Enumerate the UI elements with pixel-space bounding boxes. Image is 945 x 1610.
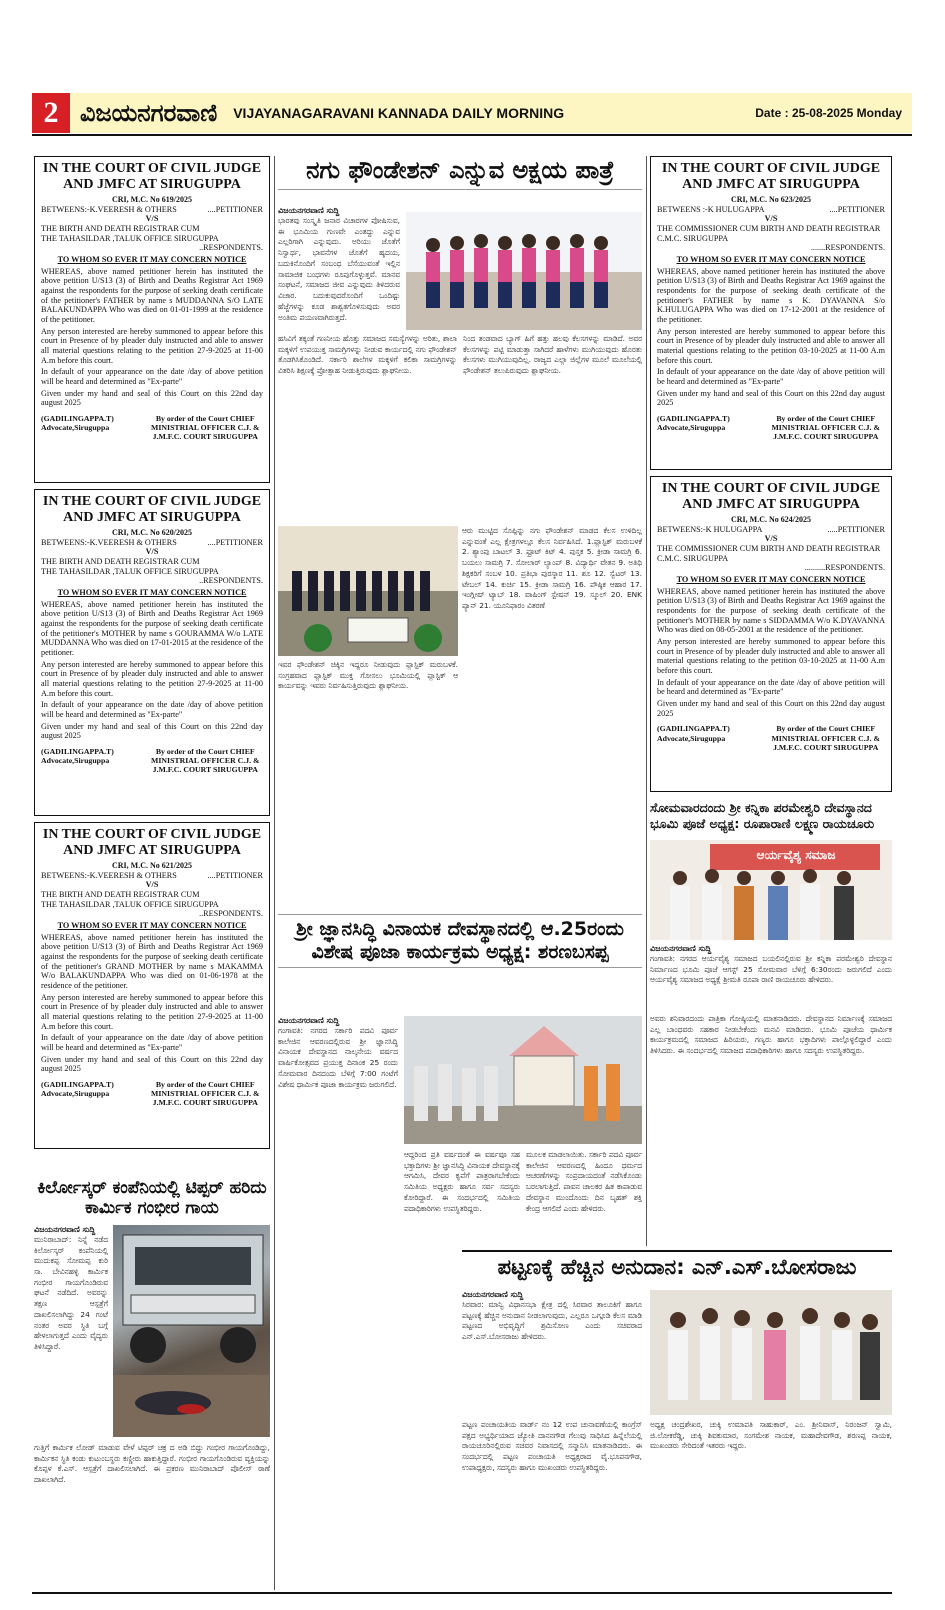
court-title: IN THE COURT OF CIVIL JUDGE AND JMFC AT SIRUGUPPA xyxy=(42,494,262,526)
article-body: ಮೂಲಕ ಮಾಡಲಾಯಿತು. ಸರ್ಕಾರಿ ಪದವಿ ಪೂರ್ವ ಕಾಲೇಜಿನ ಆವರಣದಲ್ಲಿ ಹಿಂದೂ ಧರ್ಮದ ಆಚರಣೆಗಳನ್ನು ಸಂಪ್ರದಾಯದಂತೆ ನಡೆಸಿಕೊಂಡು ಬರಲಾಗುತ್ತಿದೆ. ಪಾವನ ಚಾಲಕರ ಹಿತ ಕಾಪಾಡುವ ದೇವಸ್ಥಾನ ಮುಂದೊಂದು ದಿನ ಬೃಹತ್ ಶಕ್ತಿ ಕೇಂದ್ರ ಆಗಲಿದೆ ಎಂದು ಹೇಳಿದರು. xyxy=(526,1150,642,1213)
respondent-line: THE COMMISSIONER CUM BIRTH AND DEATH REGISTRAR C.M.C. SIRUGUPPA xyxy=(657,223,881,243)
advocate-signature: (GADILINGAPPA.T) Advocate,Siruguppa xyxy=(657,724,730,743)
temple-photo xyxy=(404,1016,642,1144)
children-group-graphic xyxy=(406,212,642,330)
court-notice xyxy=(34,156,270,483)
grant-photo xyxy=(650,1290,892,1415)
children-photo xyxy=(406,212,642,330)
bhoomi-article xyxy=(650,800,892,833)
article-body: ಇವರ ಫೌಂಡೇಶನ್ ಚಿಕ್ಕಿನ ಇದ್ದರೂ ನೀಡುವುದು ಪ್ಲಾಸ್ಟಿಕ್ ಮರುಬಳಕೆ. ಸಂಗ್ರಹವಾದ ಪ್ಲಾಸ್ಟಿಕ್ ಮುಕ್ತ ಗೋಸಲು ಭೂಮಿಯಲ್ಲಿ ಪ್ಲಾಸ್ಟಿಕ್ ಆ ಕಾರ್ಯವನ್ನು ಇವರು ನಿರ್ವಹಿಸುತ್ತಿರುವುದು ಶ್ಲಾಘನೀಯ. xyxy=(278,660,458,691)
article-byline: ವಿಜಯನಗರವಾಣಿ ಸುದ್ದಿ xyxy=(278,206,340,215)
temple-col2 xyxy=(404,1150,642,1245)
article-body: ನಿಂದ ತಂಡವಾದ ಬ್ಯಾಗ್ ಹಿಗೆ ಹತ್ತು ಹಲವು ಕೆಲಸಗಳನ್ನು ಮಾಡಿದೆ. ಅವರ ಕೆಲಸಗಳನ್ನು ಪಟ್ಟಿ ಮಾಡುತ್ತಾ ಸಾಗಿದರೆ ಹಾಳೆಗಳು ಮುಗಿಯುವುದು ಹೊರತು ಕೆಲಸಗಳು ಮುಗಿಯುವುದಿಲ್ಲ. ರಾಜ್ಯದ ಎಲ್ಲಾ ಜಿಲ್ಲೆಗಳ ಮೂಲೆ ಮೂಲೆಯಲ್ಲಿ ಫೌಂಡೇಶನ್ ತಲುಪಿರುವುದು ಶ್ಲಾಘನೀಯ. xyxy=(463,334,642,376)
court-notice xyxy=(650,156,892,470)
officer-signature: By order of the Court CHIEF MINISTRIAL OFFICER C.J. & J.M.F.C. COURT SIRUGUPPA xyxy=(151,747,260,775)
left-column xyxy=(34,156,270,1149)
article-headline: ಪಟ್ಟಣಕ್ಕೆ ಹೆಚ್ಚಿನ ಅನುದಾನ: ಎನ್.ಎಸ್.ಬೋಸರಾಜು xyxy=(462,1250,892,1280)
grant-article xyxy=(462,1250,892,1280)
court-notice xyxy=(650,476,892,792)
petitioner: BETWEENS:-K.VEERESH & OTHERS xyxy=(41,870,177,880)
notice-heading: TO WHOM SO EVER IT MAY CONCERN NOTICE xyxy=(57,920,247,930)
newspaper-title-kannada: ವಿಜಯನಗರವಾಣಿ xyxy=(80,99,218,127)
notice-heading: TO WHOM SO EVER IT MAY CONCERN NOTICE xyxy=(57,254,247,264)
banner-text: ಆರ್ಯವೈಶ್ಯ ಸಮಾಜ xyxy=(756,848,836,862)
court-title: IN THE COURT OF CIVIL JUDGE AND JMFC AT SIRUGUPPA xyxy=(42,827,262,859)
article-body: ಪಟ್ಟಣ ಪಂಚಾಯತಿಯ ವಾರ್ಡ್ ನಂ 12 ಉಪ ಚುನಾವಣೆಯಲ್ಲಿ ಕಾಂಗ್ರೆಸ್ ಪಕ್ಷದ ಅಭ್ಯರ್ಥಿಯಾದ ಜ್ಯೋತಿ ದಾನನಗೌಡ ಗೆಲುವು ಸಾಧಿಸಿದ ಹಿನ್ನೆಲೆಯಲ್ಲಿ ರಾಯಚೂರಿನಲ್ಲಿರುವ ಸಚಿವರ ನಿವಾಸದಲ್ಲಿ ಸನ್ಮಾನಿಸಿ ಮಾತನಾಡಿದರು. ಈ ಸಂದರ್ಭದಲ್ಲಿ ಪಟ್ಟಣ ಪಂಚಾಯತಿ ಅಧ್ಯಕ್ಷರಾದ ವೈ.ಭೂಪನಗೌಡ, ಉಪಾಧ್ಯಕ್ಷರು, ಸದಸ್ಯರು ಹಾಗೂ ಮುಖಂಡರು ಉಪಸ್ಥಿತರಿದ್ದರು. xyxy=(462,1420,642,1472)
issue-date: Date : 25-08-2025 Monday xyxy=(755,106,902,120)
petitioner: BETWEENS:-K.VEERESH & OTHERS xyxy=(41,537,177,547)
notice-body: WHEREAS, above named petitioner herein has instituted the above petition U/S13 (3) of Birth and Deaths Registrar Act 1969 against the respondents for the purpose of seeking death certificate of the petitioner's FATHER by name s MUDDANNA S/O LATE BALAKUNDAPPA Who was died on 01-01-1999 at the residence of the petitioner. xyxy=(41,266,263,325)
advocate-signature: (GADILINGAPPA.T) Advocate,Siruguppa xyxy=(41,414,114,433)
article-body: ಗುತ್ತಿಗೆ ಕಾರ್ಮಿಕ ಲೋಡ್ ಮಾಡುವ ವೇಳೆ ಟಿಪ್ಪರ್ ಚಕ್ರ ದ ಅಡಿ ಬಿದ್ದು ಗಂಭೀರ ಗಾಯಗೊಂಡಿದ್ದು, ಕಾರ್ಮಿಕನ ಸ್ಥಿತಿ ಕಂಡು ಕುಟುಂಬಸ್ಥರು ಕಣ್ಣೀರು ಹಾಕುತ್ತಿದ್ದಾರೆ. ಗಂಭೀರ ಗಾಯಗೊಂಡಿರುವ ವ್ಯಕ್ತಿಯನ್ನು ಕೊಪ್ಪಳ ಕೆ.ಎಸ್. ಆಸ್ಪತ್ರೆಗೆ ದಾಖಲಿಸಲಾಗಿದೆ. ಈ ಪ್ರಕರಣ ಮುನಿರಾಬಾದ್ ಪೊಲೀಸ್ ಠಾಣೆ ದಾಖಲಾಗಿದೆ. xyxy=(34,1442,270,1484)
article-headline: ಕಿರ್ಲೋಸ್ಕರ್ ಕಂಪೆನಿಯಲ್ಲಿ ಟಿಪ್ಪರ್ ಹರಿದು ಕಾರ್ಮಿಕ ಗಂಭೀರ ಗಾಯ xyxy=(37,1178,267,1219)
article-byline: ವಿಜಯನಗರವಾಣಿ ಸುದ್ದಿ xyxy=(278,1016,340,1025)
article-body: ಗಂಗಾವತಿ: ನಗರದ ಸರ್ಕಾರಿ ಪದವಿ ಪೂರ್ವ ಕಾಲೇಜಿನ ಆವರಣದಲ್ಲಿರುವ ಶ್ರೀ ಜ್ಞಾನಸಿದ್ಧಿ ವಿನಾಯಕ ದೇವಸ್ಥಾನದ ನಾಲ್ಕನೇಯ ವರ್ಷದ ವಾರ್ಷಿಕೋತ್ಸವದ ಪ್ರಯುಕ್ತ ದಿನಾಂಕ 25 ರಂದು ಸೋಮವಾರ ದಿನದಂದು ಬೆಳಿಗ್ಗೆ 7:00 ಗಂಟೆಗೆ ವಿಶೇಷ ಧಾರ್ಮಿಕ ಪೂಜಾ ಕಾರ್ಯಕ್ರಮ ಜರುಗಲಿದೆ. xyxy=(278,1026,398,1089)
grant-caption-col xyxy=(650,1420,892,1570)
notice-body: Any person interested are hereby summoned to appear before this court in Presence of by pleader duly instructed and able to answer all material questions relating to the petition 27-9-2025 at 11-00 A.m before this court. xyxy=(41,659,263,698)
notice-body: WHEREAS, above named petitioner herein has instituted the above petition U/S13 (3) of Birth and Deaths Registrar Act 1969 against the respondents for the purpose of seeking death certificate of the petitioner's MOTHER by name s GOURAMMA W/o LATE MUDDANNA Who was died on 17-01-2015 at the residence of the petitioner. xyxy=(41,599,263,658)
respondent-role: ..........RESPONDENTS. xyxy=(804,563,885,573)
article-headline: ಶ್ರೀ ಜ್ಞಾನಸಿದ್ಧಿ ವಿನಾಯಕ ದೇವಸ್ಥಾನದಲ್ಲಿ ಆ.25ರಂದು ವಿಶೇಷ ಪೂಜಾ ಕಾರ್ಯಕ್ರಮ ಅಧ್ಯಕ್ಷ: ಶರಣಬಸಪ್ಪ xyxy=(278,914,642,968)
article-body: ಹಸಿವಿಗೆ ತಕ್ಕಂತೆ ಗಣನೀಯ ಹೊತ್ತು ಸಮಾಜದ ಸಮಸ್ಯೆಗಳನ್ನು ಅರಿತು, ಶಾಲಾ ಮಕ್ಕಳಿಗೆ ಉಪಯುಕ್ತ ಸಾಮಗ್ರಿಗಳನ್ನು ನೀಡುವ ಕಾರ್ಯದಲ್ಲಿ ನಗು ಫೌಂಡೇಶನ್ ತೊಡಗಿಸಿಕೊಂಡಿದೆ. ಸರ್ಕಾರಿ ಶಾಲೆಗಳ ಮಕ್ಕಳಿಗೆ ಕಲಿಕಾ ಸಾಮಗ್ರಿಗಳನ್ನು ವಿತರಿಸಿ ಶಿಕ್ಷಣಕ್ಕೆ ಪ್ರೋತ್ಸಾಹ ನೀಡುತ್ತಿರುವುದು ಶ್ಲಾಘನೀಯ. xyxy=(278,334,457,376)
notice-body: Any person interested are hereby summoned to appear before this court in Presence of by pleader duly instructed and able to answer all material questions relating to the petition 27-9-2025 at 11-00 A.m before this court. xyxy=(41,992,263,1031)
case-number: CRI, M.C. No 621/2025 xyxy=(112,861,192,871)
notice-body: Any person interested are hereby summoned to appear before this court in Presence of by pleader duly instructed and able to answer all material questions relating to the petition 27-9-2025 at 11-00 A.m before this court. xyxy=(41,326,263,365)
main-article-col4 xyxy=(462,526,642,810)
court-title: IN THE COURT OF CIVIL JUDGE AND JMFC AT SIRUGUPPA xyxy=(661,481,881,513)
masthead-body xyxy=(70,93,912,133)
versus: V/S xyxy=(145,214,159,224)
case-number: CRI, M.C. No 623/2025 xyxy=(731,195,811,205)
notice-body: Given under my hand and seal of this Court on this 22nd day august 2025 xyxy=(41,388,263,408)
notice-heading: TO WHOM SO EVER IT MAY CONCERN NOTICE xyxy=(676,574,866,584)
article-byline: ವಿಜಯನಗರವಾಣಿ ಸುದ್ದಿ xyxy=(462,1290,524,1299)
article-body: ಆದ್ದರಿಂದ ಪ್ರತಿ ವರ್ಷದಂತೆ ಈ ವರ್ಷವೂ ಸಹ ಭಕ್ತಾದಿಗಳು ಶ್ರೀ ಜ್ಞಾನಸಿದ್ಧಿ ವಿನಾಯಕ ದೇವಸ್ಥಾನಕ್ಕೆ ಆಗಮಿಸಿ, ದೇವರ ಕೃಪೆಗೆ ಪಾತ್ರರಾಗಬೇಕೆಂದು ಸಮಿತಿಯ ಅಧ್ಯಕ್ಷರು ಹಾಗೂ ಸರ್ವ ಸದಸ್ಯರು ಕೋರಿದ್ದಾರೆ. ಈ ಸಂದರ್ಭದಲ್ಲಿ ಸಮಿತಿಯ ಪದಾಧಿಕಾರಿಗಳು ಉಪಸ್ಥಿತರಿದ್ದರು. xyxy=(404,1150,520,1213)
versus: V/S xyxy=(764,214,778,224)
accident-photo xyxy=(113,1225,270,1437)
grant-col1 xyxy=(462,1290,642,1580)
advocate-signature: (GADILINGAPPA.T) Advocate,Siruguppa xyxy=(41,747,114,766)
court-title: IN THE COURT OF CIVIL JUDGE AND JMFC AT SIRUGUPPA xyxy=(42,161,262,193)
masthead xyxy=(32,92,912,136)
advocate-signature: (GADILINGAPPA.T) Advocate,Siruguppa xyxy=(41,1080,114,1099)
petitioner: BETWEENS:-K.VEERESH & OTHERS xyxy=(41,204,177,214)
right-column xyxy=(650,156,892,792)
article-body: ಭಾರತವು ಸಂಸ್ಕೃತಿ ಜನಾರ ವಿಚಾರಗಳ ಪೋಷಿಸುವ, ಈ ಭೂಮಿಯ ಗುಣವೇ ಎಂತದ್ದು ಎನ್ನುವ ಎಲ್ಲರಿಗಾಗಿ ಎನ್ನುವುದು. ಅರಿಯು ಜೊತೆಗೆ ನಿಸ್ವಾರ್ಥ, ಭಾವನೆಗಳ ಜೊತೆಗೆ ಹೃದಯ, ಬದುಕಿನೊಂದಿಗೆ ಸಂಬಂಧ ಬೆಸೆಯುವಂತೆ ಇಲ್ಲಿನ ಸಾಮಾಜಿಕ ಬಂಧಗಳು ರೂಪುಗೊಳ್ಳುತ್ತವೆ. ಮಾನವ ಸಂಘಟನೆ, ಸಮಾಜದ ಜೀವ ಎನ್ನುವುದು ತಿಳಿದರುವ ವಿಚಾರ. ಬದುಕುವುದರೊಂದಿಗೆ ಒಂದಿಷ್ಟು ಹೆಜ್ಜೆಗಳನ್ನು ಕೂಡ ಶಾಶ್ವತಗೊಳಿಸುವುದು ಅವರ ಅಂತಿಮ ಪಯಣವಾಗಿರುತ್ತದೆ. xyxy=(278,216,400,322)
article-body: ಆರು ಮುಟ್ಟಿದ ಸೊಪ್ಪಿನ್ನು ನಗು ಫೌಂಡೇಶನ್ ಮಾಡದ ಕೆಲಸ ಉಳಿದಿಲ್ಲ ಎನ್ನುವಂತೆ ಎಲ್ಲ ಕ್ಷೇತ್ರಗಳಲ್ಲೂ ಕೆಲಸ ನಿರ್ವಹಿಸಿದೆ. 1.ಪ್ಲಾಸ್ಟಿಕ್ ಮರುಬಳಕೆ 2. ಶ್ಯಾಂಪು ಬಾಟಲ್ 3. ಫ್ರೂಟ್ ಕಿಟ್ 4. ಪುಸ್ತಕ 5. ಕ್ರೀಡಾ ಸಾಮಗ್ರಿ 6. ಬಯಲು ಸಾಮಗ್ರಿ 7. ಸೋಲಾರ್ ಲ್ಯಾಂಪ್ 8. ವಿದ್ಯಾರ್ಥಿ ವೇತನ 9. ಅತಿಥಿ ಶಿಕ್ಷಕರಿಗೆ ಸಂಬಳ 10. ಪ್ರತಿಭಾ ಪುರಸ್ಕಾರ 11. ಶೂ 12. ಸ್ವೆಟರ್ 13. ಟೇಬಲ್ 14. ಕುರ್ಚಿ 15. ಕ್ರೀಡಾ ಸಾಮಗ್ರಿ 16. ಪೌಷ್ಠಿಕ ಆಹಾರ 17. ಇಂಗ್ಲೀಷ್ ಟ್ಯಾಬ್ 18. ವಾಷಿಂಗ್ ಸ್ಟೇಷನ್ 19. ಸ್ಕೂಲ್ 20. ENK ಪ್ಯಾನ್ 21. ಯೂನಿಫಾರಂ ವಿತರಣೆ xyxy=(462,526,642,611)
notice-body: WHEREAS, above named petitioner herein has instituted the above petition U/S13 (3) of Birth and Deaths Registrar Act 1969 against the respondents for the purpose of seeking death certificate of the petitioner's GRAND MOTHER by name s MAKAMMA W/o BALAKUNDAPPA Who was died on 01-06-1978 at the residence of the petitioner. xyxy=(41,932,263,991)
petitioner-role: ....PETITIONER xyxy=(207,537,263,547)
respondent-line: THE BIRTH AND DEATH REGISTRAR CUM xyxy=(41,223,200,233)
officer-signature: By order of the Court CHIEF MINISTRIAL OFFICER C.J. & J.M.F.C. COURT SIRUGUPPA xyxy=(151,414,260,442)
court-notice xyxy=(34,489,270,816)
students-group-graphic xyxy=(278,526,458,656)
notice-heading: TO WHOM SO EVER IT MAY CONCERN NOTICE xyxy=(57,587,247,597)
respondent-line: THE TAHASILDAR ,TALUK OFFICE SIRUGUPPA xyxy=(41,566,219,576)
notice-heading: TO WHOM SO EVER IT MAY CONCERN NOTICE xyxy=(676,254,866,264)
petitioner-role: ....PETITIONER xyxy=(829,204,885,214)
article-body: ಮುನಿರಾಬಾದ್: ನಿನ್ನೆ ನಡೆದ ಕಿರ್ಲೋಸ್ಕರ್ ಕಂಪೆನಿಯಲ್ಲಿ ಮುದುಕಪ್ಪ ಸೋಮಪ್ಪ ಕುರಿ ಸಾ. ಬೇವಿನಹಳ್ಳಿ ಕಾರ್ಮಿಕ ಗಂಭೀರ ಗಾಯಗೊಂಡಿರುವ ಘಟನೆ ನಡೆದಿದೆ. ಅವರನ್ನು ತಕ್ಷಣ ಆಸ್ಪತ್ರೆಗೆ ದಾಖಲಿಸಲಾಗಿದ್ದು 24 ಗಂಟೆ ನಂತರ ಅವರ ಸ್ಥಿತಿ ಬಗ್ಗೆ ಹೇಳಲಾಗುತ್ತದೆ ಎಂದು ವೈದ್ಯರು ತಿಳಿಸಿದ್ದಾರೆ. xyxy=(34,1234,108,1352)
officer-signature: By order of the Court CHIEF MINISTRIAL OFFICER C.J. & J.M.F.C. COURT SIRUGUPPA xyxy=(151,1080,260,1108)
article-body: ಸಿರವಾರ: ಮಾನ್ವಿ ವಿಧಾನಸಭಾ ಕ್ಷೇತ್ರ ದಲ್ಲಿ ಸಿರವಾರ ತಾಲೂಕಿಗೆ ಹಾಗೂ ಪಟ್ಟಣಕ್ಕೆ ಹೆಚ್ಚಿನ ಅನುದಾನ ನೀಡಲಾಗುವುದು, ಎಲ್ಲರೂ ಒಗ್ಗೂಡಿ ಕೆಲಸ ಮಾಡಿ ಪಟ್ಟಣದ ಅಭಿವೃದ್ಧಿಗೆ ಶ್ರಮಿಸೋಣ ಎಂದು ಸಚಿವರಾದ ಎನ್.ಎಸ್.ಬೋಸರಾಜು ಹೇಳಿದರು. xyxy=(462,1300,642,1342)
petitioner: BETWEENS :-K HULUGAPPA xyxy=(657,204,765,214)
article-body: ಗಂಗಾವತಿ: ನಗರದ ಆರ್ಯವೈಶ್ಯ ಸಮಾಜದ ಬಯಲಿನಲ್ಲಿರುವ ಶ್ರೀ ಕನ್ನಿಕಾ ಪರಮೇಶ್ವರಿ ದೇವಸ್ಥಾನ ನಿರ್ಮಾಣದ ಭೂಮಿ ಪೂಜೆ ಆಗಸ್ಟ್ 25 ಸೋಮವಾರ ಬೆಳಿಗ್ಗೆ 6:30ರಂದು ಜರುಗಲಿದೆ ಎಂದು ಆರ್ಯವೈಶ್ಯ ಸಮಾಜದ ಅಧ್ಯಕ್ಷೆ ಶ್ರೀಮತಿ ರೂಪಾ ರಾಣಿ ರಾಯಚೂರು ಹೇಳಿದರು. xyxy=(650,954,892,985)
accident-article xyxy=(34,1178,270,1590)
respondent-line: THE BIRTH AND DEATH REGISTRAR CUM xyxy=(41,556,200,566)
photo-caption: ಅಧ್ಯಕ್ಷ ಚಂದ್ರಶೇಖರ, ಚುಕ್ಕಿ ಉಮಾಪತಿ ಸಾಹುಕಾರ್, ಎಂ. ಶ್ರೀನಿವಾಸ್, ನಿರಂಜನ್ ಸ್ವಾಮಿ, ಜಿ.ಲೋಕರೆಡ್ಡಿ, ಚುಕ್ಕಿ ಶಿವಕುಮಾರ, ಸಂಗಮೇಶ ನಾಯಕ, ಮಹಾದೇವಗೌಡ, ಶರಣಪ್ಪ ನಾಯಕ, ಮುಖಂಡರು ಸೇರಿದಂತೆ ಇತರರು ಇದ್ದರು. xyxy=(650,1420,892,1451)
truck-graphic xyxy=(113,1225,269,1437)
case-number: CRI, M.C. No 619/2025 xyxy=(112,195,192,205)
notice-body: Given under my hand and seal of this Court on this 22nd day august 2025 xyxy=(41,721,263,741)
temple-group-graphic xyxy=(404,1016,642,1144)
main-article-cols xyxy=(278,334,642,522)
respondent-line: THE BIRTH AND DEATH REGISTRAR CUM xyxy=(41,889,200,899)
main-headline: ನಗು ಫೌಂಡೇಶನ್ ಎನ್ನುವ ಅಕ್ಷಯ ಪಾತ್ರೆ xyxy=(278,156,642,190)
bhoomi-text xyxy=(650,944,892,1184)
petitioner-role: ....PETITIONER xyxy=(207,204,263,214)
notice-body: In default of your appearance on the date /day of above petition will be heard and determined as "Ex-parte" xyxy=(41,367,263,387)
notice-body: Given under my hand and seal of this Court on this 22nd day august 2025 xyxy=(657,388,885,408)
notice-body: Any person interested are hereby summoned to appear before this court in Presence of by pleader duly instructed and able to answer all material questions relating to the petition 03-10-2025 at 11-00 A.m before this court. xyxy=(657,637,885,676)
bhoomi-photo xyxy=(650,840,892,940)
petitioner-role: ....PETITIONER xyxy=(207,870,263,880)
temple-article xyxy=(278,914,642,968)
court-title: IN THE COURT OF CIVIL JUDGE AND JMFC AT SIRUGUPPA xyxy=(661,161,881,193)
article-byline: ವಿಜಯನಗರವಾಣಿ ಸುದ್ದಿ xyxy=(34,1224,96,1234)
main-article-col3 xyxy=(278,660,458,908)
respondent-role: ..RESPONDENTS. xyxy=(199,243,263,253)
notice-body: Given under my hand and seal of this Court on this 22nd day august 2025 xyxy=(41,1054,263,1074)
column-rule xyxy=(274,156,275,1590)
officer-signature: By order of the Court CHIEF MINISTRIAL OFFICER C.J. & J.M.F.C. COURT SIRUGUPPA xyxy=(771,724,880,752)
notice-body: In default of your appearance on the date /day of above petition will be heard and determined as "Ex-parte" xyxy=(41,1033,263,1053)
notice-body: WHEREAS, above named petitioner herein has instituted the above petition U/S13 (3) of Birth and Deaths Registrar Act 1969 against the respondents for the purpose of seeking death certificate of the petitioner's FATHER by name s K. DYAVANNA S/o K.HULUGAPPA Who was died on 17-12-2001 at the residence of the petitioner. xyxy=(657,266,885,325)
students-photo xyxy=(278,526,458,656)
respondent-role: .......RESPONDENTS. xyxy=(810,243,885,253)
case-number: CRI, M.C. No 620/2025 xyxy=(112,528,192,538)
notice-body: In default of your appearance on the date /day of above petition will be heard and determined as "Ex-parte" xyxy=(657,677,885,697)
respondent-line: THE TAHASILDAR ,TALUK OFFICE SIRUGUPPA xyxy=(41,899,219,909)
versus: V/S xyxy=(145,880,159,890)
newspaper-title-english: VIJAYANAGARAVANI KANNADA DAILY MORNING xyxy=(233,105,565,121)
notice-body: In default of your appearance on the date /day of above petition will be heard and determined as "Ex-parte" xyxy=(41,700,263,720)
notice-body: Given under my hand and seal of this Court on this 22nd day august 2025 xyxy=(657,699,885,718)
notice-body: WHEREAS, above named petitioner herein has instituted the above petition U/S13 (3) of Birth and Deaths Registrar Act 1969 against the respondents for the purpose of seeking death certificate of the petitioner's MOTHER by name s SIDDAMMA W/o K.DYAVANNA Who was died on 08-05-2001 at the residence of the petitioner. xyxy=(657,586,885,635)
column-rule xyxy=(646,156,647,1246)
petitioner-role: .....PETITIONER xyxy=(827,524,885,534)
article-body: ಅವರು ಶನಿವಾರದಂದು ಪಾತ್ರಿಕಾ ಗೋಷ್ಠಿಯಲ್ಲಿ ಮಾತನಾಡಿದರು. ದೇವಸ್ಥಾನದ ನಿರ್ಮಾಣಕ್ಕೆ ಸಮಾಜದ ಎಲ್ಲ ಬಾಂಧವರು ಸಹಕಾರ ನೀಡಬೇಕೆಂದು ಮನವಿ ಮಾಡಿದರು. ಭೂಮಿ ಪೂಜೆಯ ಧಾರ್ಮಿಕ ಕಾರ್ಯಕ್ರಮದಲ್ಲಿ ಸಮಾಜದ ಹಿರಿಯರು, ಗಣ್ಯರು ಹಾಗೂ ಭಕ್ತಾದಿಗಳು ಪಾಲ್ಗೊಳ್ಳಲಿದ್ದಾರೆ ಎಂದು ತಿಳಿಸಿದರು. ಈ ಸಂದರ್ಭದಲ್ಲಿ ಸಮಾಜದ ಪದಾಧಿಕಾರಿಗಳು ಹಾಗೂ ಸದಸ್ಯರು ಉಪಸ್ಥಿತರಿದ್ದರು. xyxy=(650,1014,892,1056)
versus: V/S xyxy=(145,547,159,557)
bottom-rule xyxy=(32,1592,892,1594)
center-column xyxy=(278,156,642,190)
notice-body: Any person interested are hereby summoned to appear before this court in Presence of by pleader duly instructed and able to answer all material questions relating to the petition 03-10-2025 at 11-00 A.m before this court. xyxy=(657,326,885,365)
court-notice xyxy=(34,822,270,1149)
main-article-col1 xyxy=(278,206,400,338)
notice-body: In default of your appearance on the date /day of above petition will be heard and determined as "Ex-parte" xyxy=(657,367,885,387)
temple-col1 xyxy=(278,1016,398,1266)
respondent-role: ..RESPONDENTS. xyxy=(199,909,263,919)
officer-signature: By order of the Court CHIEF MINISTRIAL OFFICER C.J. & J.M.F.C. COURT SIRUGUPPA xyxy=(771,414,880,442)
advocate-signature: (GADILINGAPPA.T) Advocate,Siruguppa xyxy=(657,414,730,433)
article-byline: ವಿಜಯನಗರವಾಣಿ ಸುದ್ದಿ xyxy=(650,944,712,953)
article-headline: ಸೋಮವಾರದಂದು ಶ್ರೀ ಕನ್ನಿಕಾ ಪರಮೇಶ್ವರಿ ದೇವಸ್ಥಾನದ ಭೂಮಿ ಪೂಜೆ ಅಧ್ಯಕ್ಷ: ರೂಪಾರಾಣಿ ಲಕ್ಷ್ಮಣ ರಾಯಚೂರು xyxy=(650,800,875,832)
grant-group-graphic xyxy=(650,1290,892,1415)
versus: V/S xyxy=(764,534,778,544)
respondent-line: THE TAHASILDAR ,TALUK OFFICE SIRUGUPPA xyxy=(41,233,219,243)
respondent-role: ..RESPONDENTS. xyxy=(199,576,263,586)
page-number: 2 xyxy=(32,93,70,133)
case-number: CRI, M.C. No 624/2025 xyxy=(731,515,811,525)
petitioner: BETWEENS:-K HULUGAPPA xyxy=(657,524,763,534)
respondent-line: THE COMMISSIONER CUM BIRTH AND DEATH REGISTRAR C.M.C. SIRUGUPPA xyxy=(657,543,881,563)
